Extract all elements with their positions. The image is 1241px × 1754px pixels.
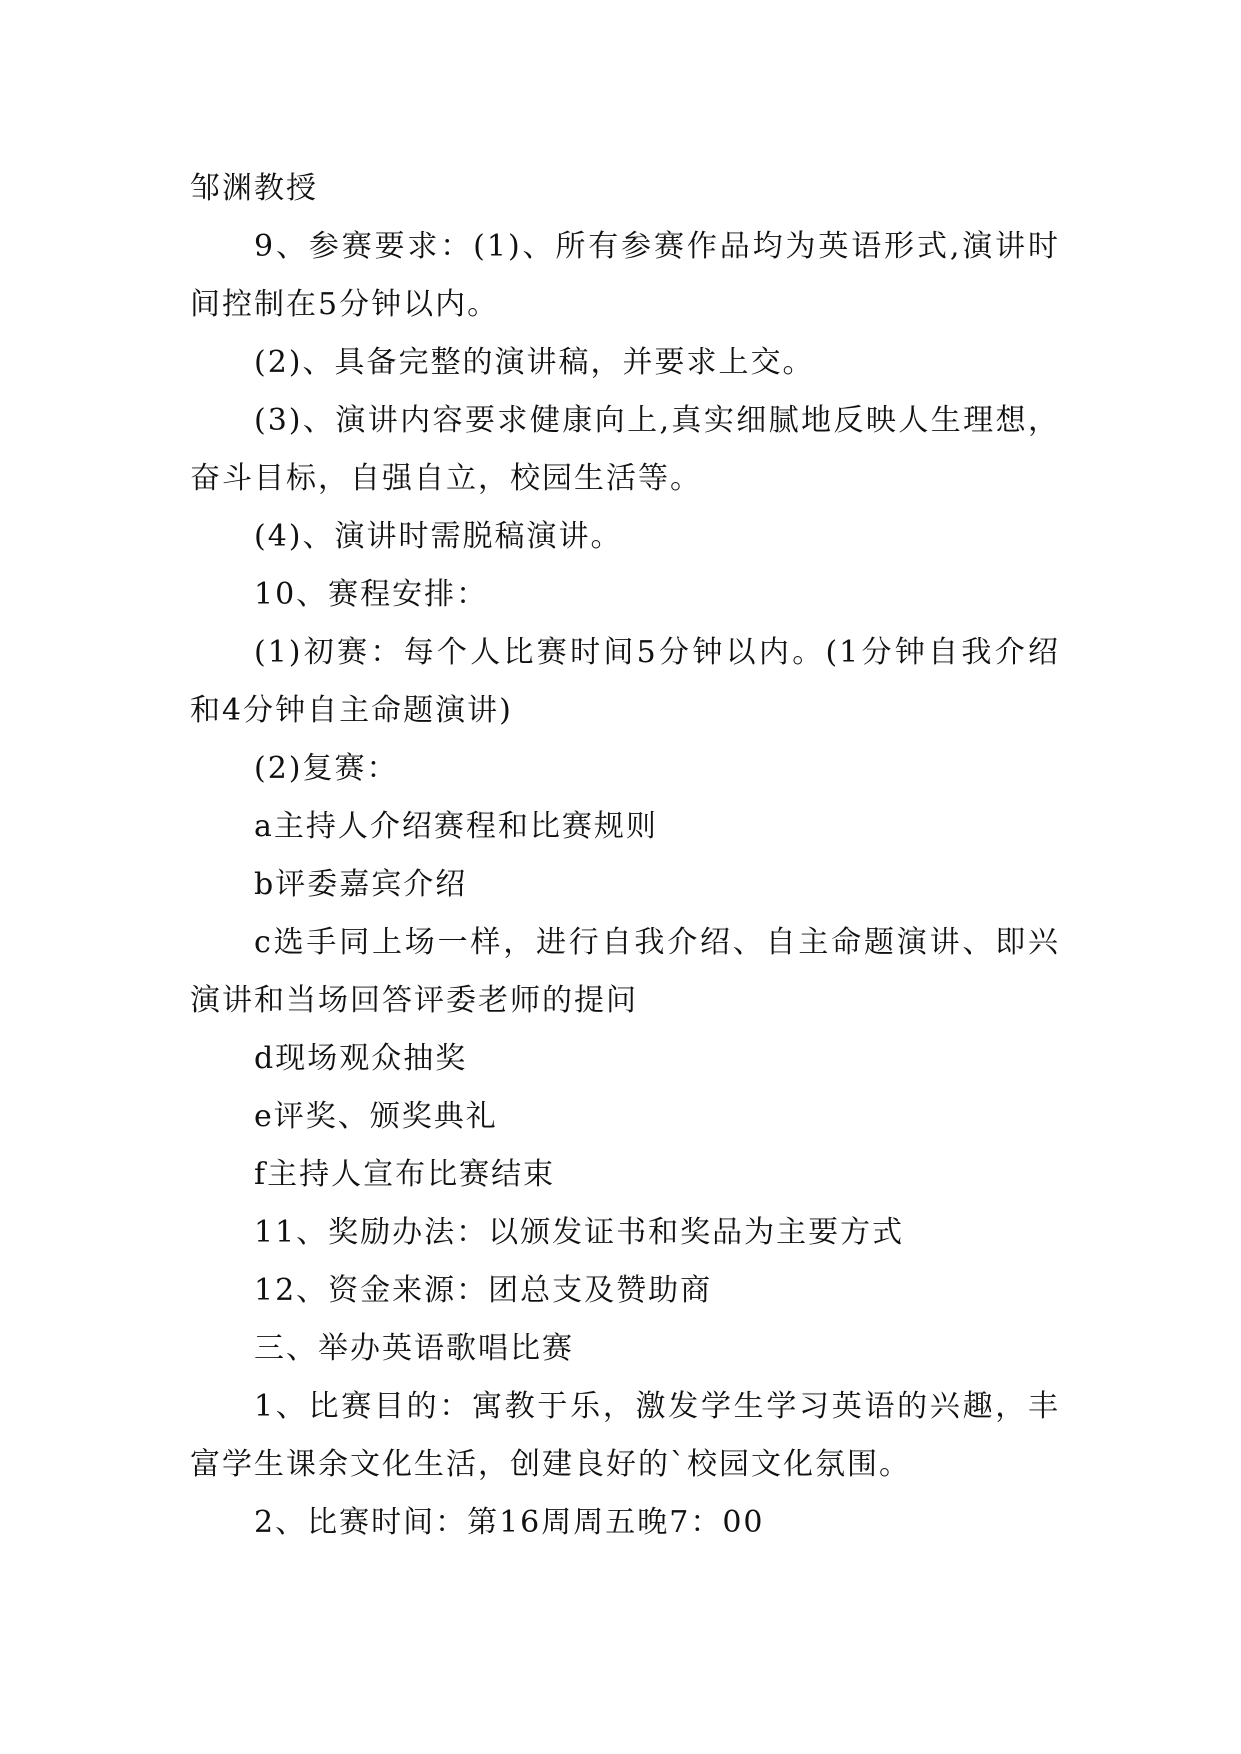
document-body	[190, 160, 1060, 1552]
paragraph: f主持人宣布比赛结束	[254, 1157, 556, 1192]
paragraph: (3)、演讲内容要求健康向上,真实细腻地反映人生理想，奋斗目标，自强自立，校园生活等。	[190, 403, 1060, 496]
paragraph: 10、赛程安排：	[254, 577, 489, 612]
paragraph: (1)初赛：每个人比赛时间5分钟以内。(1分钟自我介绍和4分钟自主命题演讲)	[190, 635, 1060, 728]
paragraph: 9、参赛要求：(1)、所有参赛作品均为英语形式,演讲时间控制在5分钟以内。	[190, 229, 1060, 322]
paragraph: d现场观众抽奖	[254, 1041, 468, 1076]
paragraph: (2)、具备完整的演讲稿，并要求上交。	[254, 345, 815, 380]
paragraph: 三、举办英语歌唱比赛	[254, 1331, 574, 1366]
paragraph: 12、资金来源：团总支及赞助商	[254, 1273, 713, 1308]
paragraph: 11、奖励办法：以颁发证书和奖品为主要方式	[254, 1215, 905, 1250]
paragraph: (4)、演讲时需脱稿演讲。	[254, 519, 623, 554]
paragraph: 邹渊教授	[190, 171, 318, 206]
paragraph: 2、比赛时间：第16周周五晚7：00	[254, 1505, 765, 1540]
paragraph: a主持人介绍赛程和比赛规则	[254, 809, 658, 844]
paragraph: 1、比赛目的：寓教于乐，激发学生学习英语的兴趣，丰富学生课余文化生活，创建良好的`校园文化氛围。	[190, 1389, 1060, 1482]
paragraph: b评委嘉宾介绍	[254, 867, 468, 902]
paragraph: c选手同上场一样，进行自我介绍、自主命题演讲、即兴演讲和当场回答评委老师的提问	[190, 925, 1060, 1018]
paragraph: e评奖、颁奖典礼	[254, 1099, 498, 1134]
paragraph: (2)复赛：	[254, 751, 399, 786]
